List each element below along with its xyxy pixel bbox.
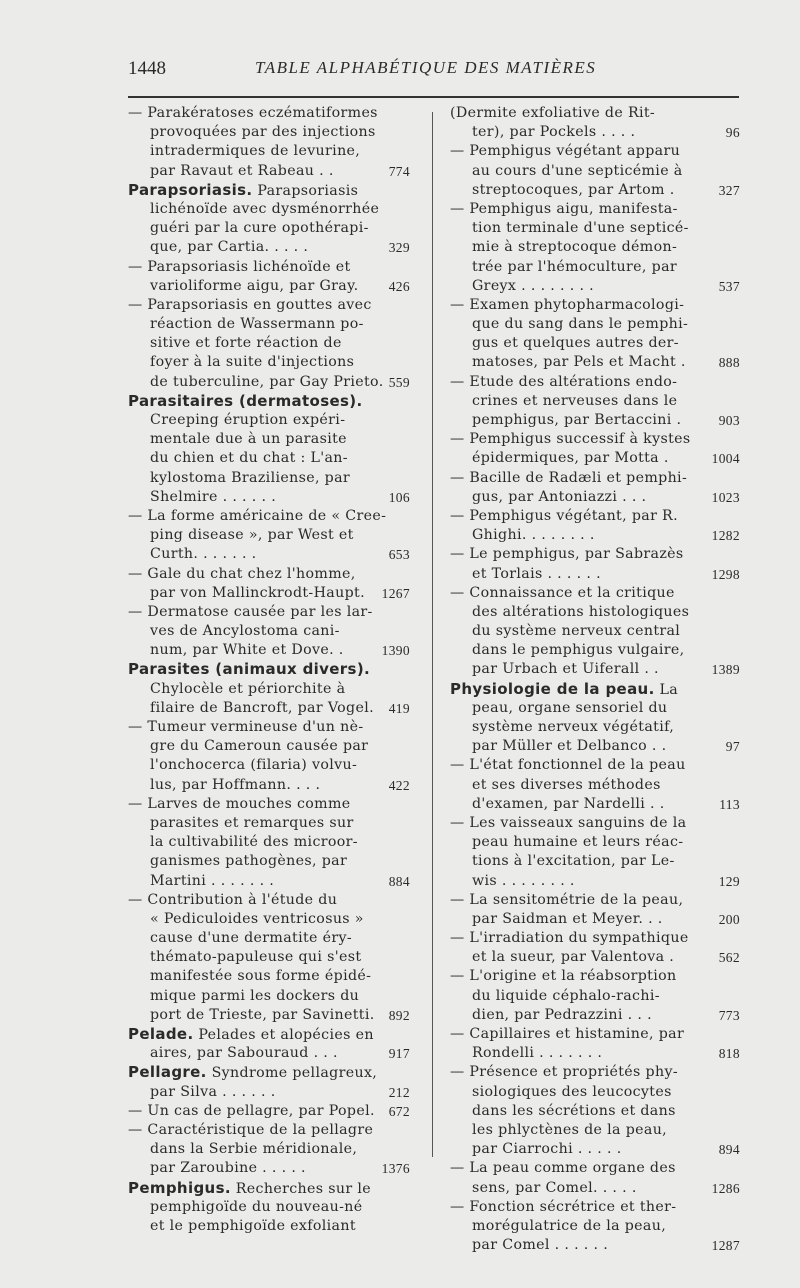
page-reference: 892: [388, 1007, 410, 1023]
entry-line: Chylocèle et périorchite à: [150, 680, 346, 697]
entry-line: dans la Serbie méridionale,: [150, 1141, 358, 1158]
index-entry: [128, 258, 408, 296]
index-entry: [450, 296, 740, 373]
entry-line: par von Mallinckrodt-Haupt. 1267: [128, 584, 408, 603]
page-reference: 653: [388, 547, 410, 563]
page-reference: 200: [718, 911, 740, 927]
entry-line: mie à streptocoque démon-: [472, 239, 678, 256]
page-reference: 1390: [381, 643, 410, 659]
entry-line: — La forme américaine de « Cree-: [128, 507, 387, 524]
entry-line: dien, par Pedrazzini . . . 773: [450, 1006, 740, 1025]
index-entry: [450, 469, 740, 507]
page-reference: 422: [388, 777, 410, 793]
entry-line: par Zaroubine . . . . . 1376: [128, 1159, 408, 1178]
entry-line: cause d'une dermatite éry-: [150, 930, 352, 947]
entry-line: — Etude des altérations endo-: [450, 373, 678, 390]
left-column: [128, 104, 408, 1236]
page-reference: 1023: [711, 489, 740, 505]
entry-line: — Capillaires et histamine, par: [450, 1026, 685, 1042]
right-column: [450, 104, 740, 1255]
entry-line: num, par White et Dove. . 1390: [128, 641, 408, 660]
entry-line: dans le pemphigus vulgaire,: [472, 642, 685, 659]
entry-line: morégulatrice de la peau,: [472, 1217, 667, 1234]
entry-line: de tuberculine, par Gay Prieto. 559: [128, 373, 408, 392]
index-entry: [450, 584, 740, 680]
index-entry: [450, 929, 740, 967]
index-entry: [128, 1025, 408, 1063]
entry-line: siologiques des leucocytes: [472, 1083, 672, 1100]
entry-line: épidermiques, par Motta . 1004: [450, 449, 740, 468]
entry-line: Pemphigus. Recherches sur le: [128, 1178, 371, 1197]
entry-line: par Ravaut et Rabeau . . 774: [128, 162, 408, 181]
entry-line: — L'état fonctionnel de la peau: [450, 757, 686, 774]
index-entry: [450, 967, 740, 1025]
page-reference: 1004: [711, 451, 740, 467]
page-header: [0, 58, 800, 88]
entry-line: Parasites (animaux divers).: [128, 660, 371, 679]
header-rule: [128, 96, 739, 98]
entry-line: Parasitaires (dermatoses).: [128, 391, 363, 410]
index-entry: [450, 142, 740, 200]
index-entry: [450, 430, 740, 468]
entry-line: mentale due à un parasite: [150, 431, 347, 448]
index-entry: [128, 565, 408, 603]
page-reference: 329: [388, 240, 410, 256]
entry-line: pemphigus, par Bertaccini . 903: [450, 411, 740, 430]
entry-line: lichénoïde avec dysménorrhée: [150, 200, 380, 217]
page-reference: 672: [388, 1103, 410, 1119]
entry-line: Pellagre. Syndrome pellagreux,: [128, 1063, 378, 1082]
entry-line: Curth. . . . . . . 653: [128, 545, 408, 564]
page-reference: 327: [718, 182, 740, 198]
entry-line: — Larves de mouches comme: [128, 795, 351, 812]
entry-line: l'onchocerca (filaria) volvu-: [150, 757, 358, 774]
entry-line: par Müller et Delbanco . . 97: [450, 737, 740, 756]
page-reference: 537: [718, 278, 740, 294]
entry-line: — L'origine et la réabsorption: [450, 968, 677, 985]
index-entry: [128, 1121, 408, 1179]
entry-line: — Pemphigus successif à kystes: [450, 431, 691, 448]
entry-line: — La sensitométrie de la peau,: [450, 891, 684, 908]
entry-line: matoses, par Pels et Macht . 888: [450, 353, 740, 372]
entry-line: Physiologie de la peau. La: [450, 679, 679, 698]
entry-line: provoquées par des injections: [150, 124, 376, 141]
entry-line: — Caractéristique de la pellagre: [128, 1121, 374, 1138]
index-entry: [450, 1063, 740, 1159]
page-reference: 773: [718, 1007, 740, 1023]
entry-line: Ghighi. . . . . . . . 1282: [450, 526, 740, 545]
entry-line: guéri par la cure opothérapi-: [150, 220, 369, 237]
entry-line: — Pemphigus végétant apparu: [450, 143, 681, 160]
page-reference: 1389: [711, 662, 740, 678]
entry-line: lus, par Hoffmann. . . . 422: [128, 776, 408, 795]
page-reference: 903: [718, 413, 740, 428]
page-reference: 917: [388, 1046, 410, 1062]
index-entry: [128, 1102, 408, 1121]
entry-line: — Examen phytopharmacologi-: [450, 296, 685, 313]
entry-line: crines et nerveuses dans le: [472, 392, 678, 409]
entry-line: — Parapsoriasis lichénoïde et: [128, 258, 351, 275]
entry-line: — Dermatose causée par les lar-: [128, 603, 373, 620]
index-entry: [450, 1159, 740, 1197]
page-reference: 818: [718, 1046, 740, 1062]
entry-line: ves de Ancylostoma cani-: [150, 623, 340, 640]
entry-line: Creeping éruption expéri-: [150, 412, 346, 428]
page-reference: 97: [725, 739, 740, 755]
entry-line: — Gale du chat chez l'homme,: [128, 565, 356, 582]
index-entry: [128, 104, 408, 181]
index-entry: [128, 718, 408, 795]
index-entry: [450, 545, 740, 583]
entry-line: peau humaine et leurs réac-: [472, 834, 684, 851]
entry-line: et le pemphigoïde exfoliant: [150, 1217, 356, 1234]
entry-line: — Pemphigus aigu, manifesta-: [450, 200, 678, 217]
page-reference: 1286: [711, 1180, 740, 1196]
index-entry: [450, 1025, 740, 1063]
entry-line: ping disease », par West et: [150, 527, 354, 544]
entry-line: gus et quelques autres der-: [472, 335, 679, 352]
page-reference: 106: [388, 489, 410, 505]
entry-line: du liquide céphalo-rachi-: [472, 987, 660, 1004]
entry-line: par Saidman et Meyer. . . 200: [450, 910, 740, 929]
index-entry: [128, 795, 408, 891]
entry-line: — Fonction sécrétrice et ther-: [450, 1198, 677, 1215]
index-entry: [450, 891, 740, 929]
page-reference: 419: [388, 700, 410, 716]
entry-line: varioliforme aigu, par Gray. 426: [128, 277, 408, 296]
entry-line: gre du Cameroun causée par: [150, 738, 369, 755]
entry-line: Martini . . . . . . . 884: [128, 872, 408, 891]
index-entry: [128, 1179, 408, 1237]
entry-line: — Bacille de Radæli et pemphi-: [450, 469, 688, 486]
page-reference: 129: [718, 873, 740, 889]
page-reference: 884: [388, 873, 410, 889]
entry-line: les phlyctènes de la peau,: [472, 1121, 668, 1138]
entry-line: des altérations histologiques: [472, 603, 690, 620]
entry-line: que, par Cartia. . . . . 329: [128, 238, 408, 257]
page-reference: 1267: [381, 585, 410, 601]
entry-line: parasites et remarques sur: [150, 814, 354, 831]
page-reference: 1376: [381, 1161, 410, 1177]
index-entry: [128, 891, 408, 1025]
entry-line: tion terminale d'une septicé-: [472, 220, 689, 237]
entry-line: intradermiques de levurine,: [150, 143, 361, 160]
entry-line: par Urbach et Uiferall . . 1389: [450, 660, 740, 679]
entry-line: réaction de Wassermann po-: [150, 316, 364, 333]
entry-line: et la sueur, par Valentova . 562: [450, 948, 740, 967]
entry-line: dans les sécrétions et dans: [472, 1102, 676, 1119]
entry-line: d'examen, par Nardelli . . 113: [450, 795, 740, 814]
entry-line: — Un cas de pellagre, par Popel. 672: [128, 1102, 408, 1121]
index-entry: [450, 507, 740, 545]
index-entry: [128, 507, 408, 565]
entry-line: wis . . . . . . . . 129: [450, 872, 740, 891]
entry-line: thémato-papuleuse qui s'est: [150, 949, 362, 966]
page-number: 1448: [128, 58, 166, 79]
entry-line: mique parmi les dockers du: [150, 987, 360, 1004]
page-reference: 1282: [711, 528, 740, 544]
index-entry: [128, 181, 408, 258]
entry-line: du système nerveux central: [472, 623, 681, 640]
page-reference: 113: [719, 796, 740, 812]
entry-line: — Le pemphigus, par Sabrazès: [450, 546, 684, 563]
entry-line: et Torlais . . . . . . 1298: [450, 565, 740, 584]
entry-line: — Contribution à l'étude du: [128, 891, 338, 908]
entry-line: Parapsoriasis. Parapsoriasis: [128, 180, 359, 199]
running-title: TABLE ALPHABÉTIQUE DES MATIÈRES: [255, 58, 597, 77]
index-entry: [450, 814, 740, 891]
entry-line: pemphigoïde du nouveau-né: [150, 1198, 363, 1215]
entry-line: — Tumeur vermineuse d'un nè-: [128, 719, 364, 735]
entry-line: peau, organe sensoriel du: [472, 699, 668, 716]
entry-line: streptocoques, par Artom . 327: [450, 181, 740, 200]
entry-line: ter), par Pockels . . . . 96: [450, 123, 740, 142]
entry-line: ganismes pathogènes, par: [150, 853, 348, 870]
entry-line: par Ciarrochi . . . . . 894: [450, 1140, 740, 1159]
index-entry: [450, 680, 740, 757]
page-reference: 96: [725, 125, 740, 141]
column-divider: [432, 112, 433, 1157]
entry-line: que du sang dans le pemphi-: [472, 316, 689, 333]
entry-line: — Présence et propriétés phy-: [450, 1064, 678, 1081]
page-reference: 1298: [711, 566, 740, 582]
index-entry: [450, 104, 740, 142]
entry-line: — La peau comme organe des: [450, 1160, 676, 1177]
entry-line: filaire de Bancroft, par Vogel. 419: [128, 699, 408, 718]
entry-line: Pelade. Pelades et alopécies en: [128, 1025, 374, 1043]
entry-line: Greyx . . . . . . . . 537: [450, 277, 740, 296]
entry-line: foyer à la suite d'injections: [150, 354, 355, 371]
page-reference: 894: [718, 1142, 740, 1158]
entry-line: sitive et forte réaction de: [150, 335, 342, 352]
entry-line: et ses diverses méthodes: [472, 776, 661, 793]
entry-line: sens, par Comel. . . . . 1286: [450, 1179, 740, 1198]
index-entry: [128, 660, 408, 718]
entry-line: au cours d'une septicémie à: [472, 162, 683, 179]
page-reference: 888: [718, 355, 740, 371]
entry-line: port de Trieste, par Savinetti. 892: [128, 1006, 408, 1025]
entry-line: aires, par Sabouraud . . . 917: [128, 1044, 408, 1063]
index-entry: [128, 296, 408, 392]
entry-line: — Parakératoses eczématiformes: [128, 105, 378, 121]
entry-line: la cultivabilité des microor-: [150, 834, 358, 851]
entry-line: Shelmire . . . . . . 106: [128, 488, 408, 507]
page-reference: 426: [388, 278, 410, 294]
entry-line: — Connaissance et la critique: [450, 584, 675, 601]
page-reference: 774: [388, 163, 410, 179]
entry-line: kylostoma Braziliense, par: [150, 469, 351, 486]
index-entry: [450, 1198, 740, 1256]
index-entry: [450, 373, 740, 431]
entry-line: manifestée sous forme épidé-: [150, 968, 372, 985]
page-reference: 1287: [711, 1238, 740, 1254]
page-reference: 559: [388, 374, 410, 390]
entry-line: — L'irradiation du sympathique: [450, 930, 689, 947]
entry-line: — Parapsoriasis en gouttes avec: [128, 296, 372, 313]
entry-line: — Pemphigus végétant, par R.: [450, 507, 678, 524]
entry-line: « Pediculoides ventricosus »: [150, 910, 364, 927]
page-reference: 212: [388, 1084, 410, 1100]
entry-line: (Dermite exfoliative de Rit-: [450, 105, 656, 121]
index-entry: [128, 603, 408, 661]
entry-line: Rondelli . . . . . . . 818: [450, 1044, 740, 1063]
entry-line: par Silva . . . . . . 212: [128, 1083, 408, 1102]
entry-line: tions à l'excitation, par Le-: [472, 853, 675, 870]
page-reference: 562: [718, 950, 740, 966]
entry-line: du chien et du chat : L'an-: [150, 450, 348, 467]
index-entry: [450, 756, 740, 814]
entry-line: — Les vaisseaux sanguins de la: [450, 814, 687, 831]
index-entry: [128, 392, 408, 507]
entry-line: système nerveux végétatif,: [472, 719, 675, 735]
entry-line: trée par l'hémoculture, par: [472, 258, 678, 275]
entry-line: par Comel . . . . . . 1287: [450, 1236, 740, 1255]
index-entry: [128, 1063, 408, 1101]
entry-line: gus, par Antoniazzi . . . 1023: [450, 488, 740, 507]
index-entry: [450, 200, 740, 296]
